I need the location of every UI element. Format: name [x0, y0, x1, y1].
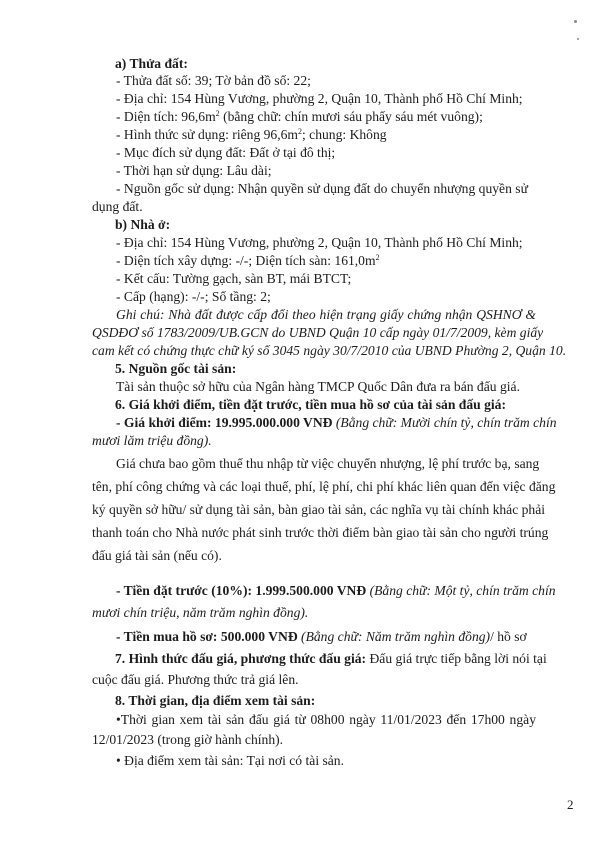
house-structure-line: - Kết cấu: Tường gạch, sàn BT, mái BTCT;: [116, 271, 352, 286]
start-price-line: - Giá khởi điểm: 19.995.000.000 VNĐ (Bằng chữ: Mười chín tỷ, chín trăm chín: [116, 415, 557, 430]
house-address-line: - Địa chỉ: 154 Hùng Vương, phường 2, Quận 10, Thành phố Hồ Chí Minh;: [116, 235, 523, 250]
land-term-line: - Thời hạn sử dụng: Lâu dài;: [116, 163, 272, 178]
price-note-line-4: thanh toán cho Nhà nước phát sinh trước thời điểm bàn giao tài sản cho người trúng: [92, 525, 549, 540]
price-note-line-5: đấu giá tài sản (nếu có).: [92, 548, 222, 563]
parcel-number-line: - Thửa đất số: 39; Tờ bản đồ số: 22;: [116, 73, 311, 88]
deposit-words-cont: mươi chín triệu, năm trăm nghìn đồng).: [92, 605, 309, 620]
scan-mark: [577, 38, 579, 40]
note-line-1: Ghi chú: Nhà đất được cấp đổi theo hiện trạng giấy chứng nhận QSHNƠ &: [116, 307, 536, 322]
viewing-time-line-1: •Thời gian xem tài sản đấu giá từ 08h00 ngày 11/01/2023 đến 17h00 ngày: [116, 712, 536, 727]
section-b-heading: b) Nhà ở:: [115, 217, 171, 232]
land-purpose-line: - Mục đích sử dụng đất: Đất ở tại đô thị;: [116, 145, 336, 160]
land-origin-line-cont: dụng đất.: [92, 199, 143, 214]
land-origin-line: - Nguồn gốc sử dụng: Nhận quyền sử dụng đất do chuyển nhượng quyền sử: [116, 181, 528, 196]
house-area-line: - Diện tích xây dựng: -/-; Diện tích sàn: $161,0m^2$: [116, 253, 380, 268]
start-price-words-cont: mươi lăm triệu đồng).: [92, 433, 212, 448]
price-note-line-2: tên, phí công chứng và các loại thuế, phí, lệ phí, chi phí khác liên quan đến việc đăng: [92, 479, 556, 494]
auction-form-line-cont: cuộc đấu giá. Phương thức trả giá lên.: [92, 672, 299, 687]
price-note-line-1: Giá chưa bao gồm thuế thu nhập từ việc chuyển nhượng, lệ phí trước bạ, sang: [116, 456, 540, 471]
land-area-line: - Diện tích: $96,6m^2$ (bằng chữ: chín mươi sáu phẩy sáu mét vuông);: [116, 109, 483, 124]
auction-form-line: 7. Hình thức đấu giá, phương thức đấu giá: Đấu giá trực tiếp bằng lời nói tại: [115, 651, 547, 666]
page-number: 2: [567, 797, 574, 812]
section-6-heading: 6. Giá khởi điểm, tiền đặt trước, tiền mua hồ sơ của tài sản đấu giá:: [115, 397, 506, 412]
price-note-line-3: ký quyền sở hữu/ sử dụng tài sản, bàn giao tài sản, các nghĩa vụ tài chính khác phải: [92, 502, 546, 517]
scan-mark: [574, 20, 577, 23]
note-line-2: QSDĐƠ số 1783/2009/UB.GCN do UBND Quận 10 cấp ngày 01/7/2009, kèm giấy: [92, 325, 544, 340]
viewing-place-line: • Địa điểm xem tài sản: Tại nơi có tài sản.: [116, 753, 345, 768]
section-8-heading: 8. Thời gian, địa điểm xem tài sản:: [115, 693, 316, 708]
usage-form-line: - Hình thức sử dụng: riêng $96,6m^2$; chung: Không: [116, 127, 387, 142]
land-address-line: - Địa chỉ: 154 Hùng Vương, phường 2, Quận 10, Thành phố Hồ Chí Minh;: [116, 91, 523, 106]
deposit-line: - Tiền đặt trước (10%): 1.999.500.000 VNĐ (Bằng chữ: Một tỷ, chín trăm chín: [116, 583, 556, 598]
section-a-heading: a) Thửa đất:: [115, 56, 188, 71]
note-line-3: cam kết có chứng thực chữ ký số 3045 ngày 30/7/2010 của UBND Phường 2, Quận 10.: [92, 343, 567, 358]
section-5-heading: 5. Nguồn gốc tài sản:: [115, 361, 237, 376]
house-grade-line: - Cấp (hạng): -/-; Số tầng: 2;: [116, 289, 271, 304]
dossier-fee-line: - Tiền mua hồ sơ: 500.000 VNĐ (Bằng chữ: Năm trăm nghìn đồng)/ hồ sơ: [116, 629, 527, 644]
asset-origin-text: Tài sản thuộc sở hữu của Ngân hàng TMCP Quốc Dân đưa ra bán đấu giá.: [116, 379, 520, 394]
viewing-time-line-2: 12/01/2023 (trong giờ hành chính).: [92, 732, 284, 747]
